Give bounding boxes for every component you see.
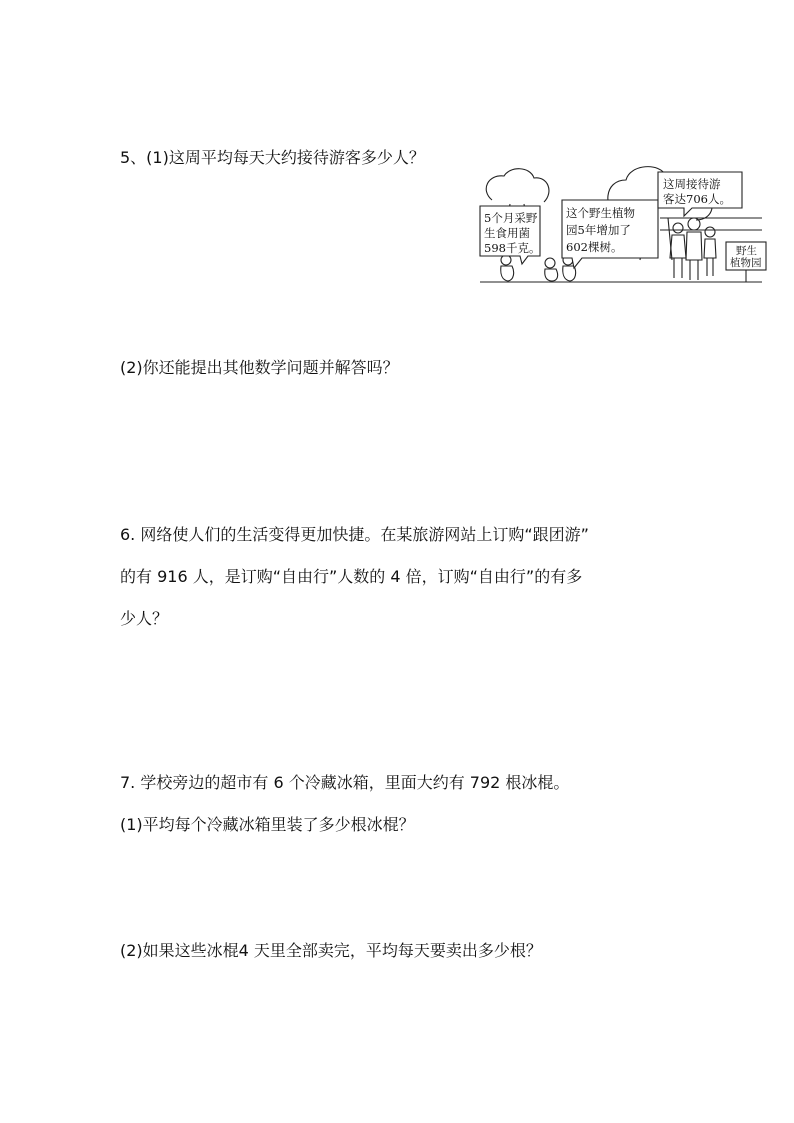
bubble-left-line2: 生食用菌 [484,226,530,240]
sign-line1: 野生 [736,245,757,257]
q6-line1: 6. 网络使人们的生活变得更加快捷。在某旅游网站上订购“跟团游” [120,525,589,544]
q7-part1: (1)平均每个冷藏冰箱里装了多少根冰棍？ [120,815,415,834]
q5-part2: (2)你还能提出其他数学问题并解答吗？ [120,358,399,377]
q6-line2: 的有 916 人，是订购“自由行”人数的 4 倍，订购“自由行”的有多 [120,567,583,586]
q6-line3: 少人？ [120,609,169,628]
bubble-right-line2: 客达706人。 [663,192,731,206]
bubble-left-line1: 5个月采野 [484,211,538,225]
bubble-middle-line3: 602棵树。 [566,240,623,254]
q5-part1: 5、(1)这周平均每天大约接待游客多少人？ [120,148,425,167]
q7-intro: 7. 学校旁边的超市有 6 个冷藏冰箱，里面大约有 792 根冰棍。 [120,773,570,792]
park-scene-image [470,160,770,290]
q5-illustration [470,160,770,290]
q7-part2: (2)如果这些冰棍4 天里全部卖完，平均每天要卖出多少根？ [120,941,542,960]
bubble-middle-line1: 这个野生植物 [566,206,635,220]
sign-line2: 植物园 [730,257,762,269]
bubble-left-line3: 598千克。 [484,241,541,255]
bubble-middle-line2: 园5年增加了 [566,223,631,237]
bubble-right-line1: 这周接待游 [663,177,721,191]
